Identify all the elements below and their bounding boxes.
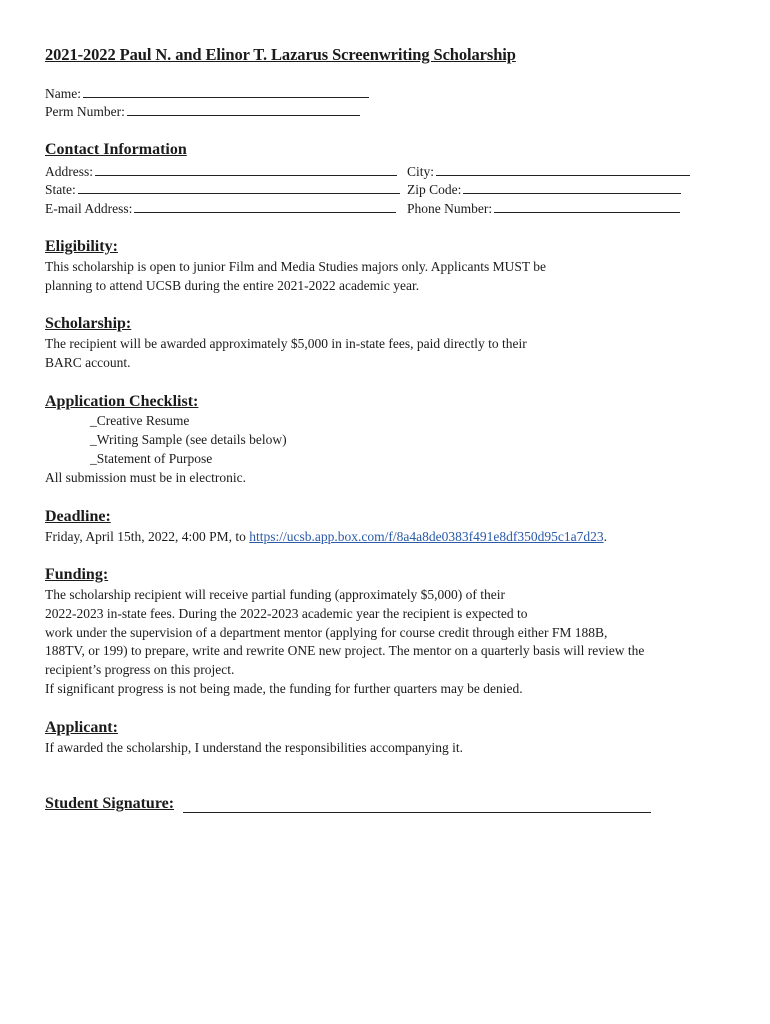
eligibility-text (45, 258, 546, 296)
checklist-note: All submission must be in electronic. (45, 470, 246, 485)
address-field[interactable] (95, 163, 397, 176)
page-title: 2021-2022 Paul N. and Elinor T. Lazarus Screenwriting Scholarship (45, 45, 516, 64)
perm-label: Perm Number: (45, 104, 125, 119)
phone-row (407, 200, 680, 217)
eligibility-heading: Eligibility: (45, 238, 118, 255)
email-field[interactable] (134, 200, 396, 213)
checklist-heading: Application Checklist: (45, 393, 199, 410)
submission-link[interactable]: https://ucsb.app.box.com/f/8a4a8de0383f491e8df350d95c1a7d23 (249, 529, 604, 544)
address-row (45, 163, 397, 180)
address-label: Address: (45, 164, 93, 179)
funding-line: If significant progress is not being made, the funding for further quarters may be denied. (45, 680, 523, 696)
deadline-heading: Deadline: (45, 508, 111, 525)
checklist-item-writing-sample: _Writing Sample (see details below) (90, 432, 287, 447)
funding-line: The scholarship recipient will receive partial funding (approximately $5,000) of their (45, 587, 505, 602)
name-field[interactable] (83, 85, 369, 98)
contact-heading: Contact Information (45, 141, 187, 158)
perm-row (45, 103, 360, 120)
funding-text (45, 586, 644, 699)
phone-label: Phone Number: (407, 201, 493, 216)
zip-label: Zip Code: (407, 182, 462, 197)
applicant-heading: Applicant: (45, 719, 118, 736)
deadline-date: Friday, April 15th, 2022, 4:00 PM, to (45, 529, 250, 544)
scholarship-line: The recipient will be awarded approximately $5,000 in in-state fees, paid directly to their (45, 336, 527, 351)
scholarship-line: BARC account. (45, 354, 131, 370)
email-label: E-mail Address: (45, 201, 133, 216)
state-field[interactable] (78, 181, 400, 194)
funding-line: 188TV, or 199) to prepare, write and rewrite ONE new project. The mentor on a quarterly basis will review the (45, 643, 645, 659)
signature-field[interactable] (183, 812, 651, 813)
eligibility-line: planning to attend UCSB during the entire 2021-2022 academic year. (45, 277, 420, 293)
checklist-item-resume: _Creative Resume (90, 413, 190, 428)
city-row (407, 163, 690, 180)
deadline-text (45, 528, 607, 547)
perm-field[interactable] (127, 103, 360, 116)
funding-line: work under the supervision of a department mentor (applying for course credit through either FM 188B, (45, 624, 608, 640)
funding-line: recipient’s progress on this project. (45, 662, 235, 678)
name-label: Name: (45, 86, 81, 101)
name-row (45, 85, 369, 102)
funding-heading: Funding: (45, 566, 109, 583)
checklist-item-statement: _Statement of Purpose (90, 451, 213, 466)
eligibility-line: This scholarship is open to junior Film and Media Studies majors only. Applicants MUST be (45, 259, 546, 274)
state-row (45, 181, 400, 198)
scholarship-text (45, 335, 527, 373)
scholarship-heading: Scholarship: (45, 315, 132, 332)
city-field[interactable] (436, 163, 690, 176)
signature-label: Student Signature: (45, 795, 175, 812)
deadline-period: . (603, 529, 607, 544)
city-label: City: (407, 164, 435, 179)
zip-field[interactable] (463, 181, 681, 194)
applicant-text: If awarded the scholarship, I understand the responsibilities accompanying it. (45, 740, 464, 755)
funding-line: 2022-2023 in-state fees. During the 2022-2023 academic year the recipient is expected to (45, 605, 528, 621)
state-label: State: (45, 182, 76, 197)
zip-row (407, 181, 681, 198)
phone-field[interactable] (494, 200, 680, 213)
email-row (45, 200, 396, 217)
